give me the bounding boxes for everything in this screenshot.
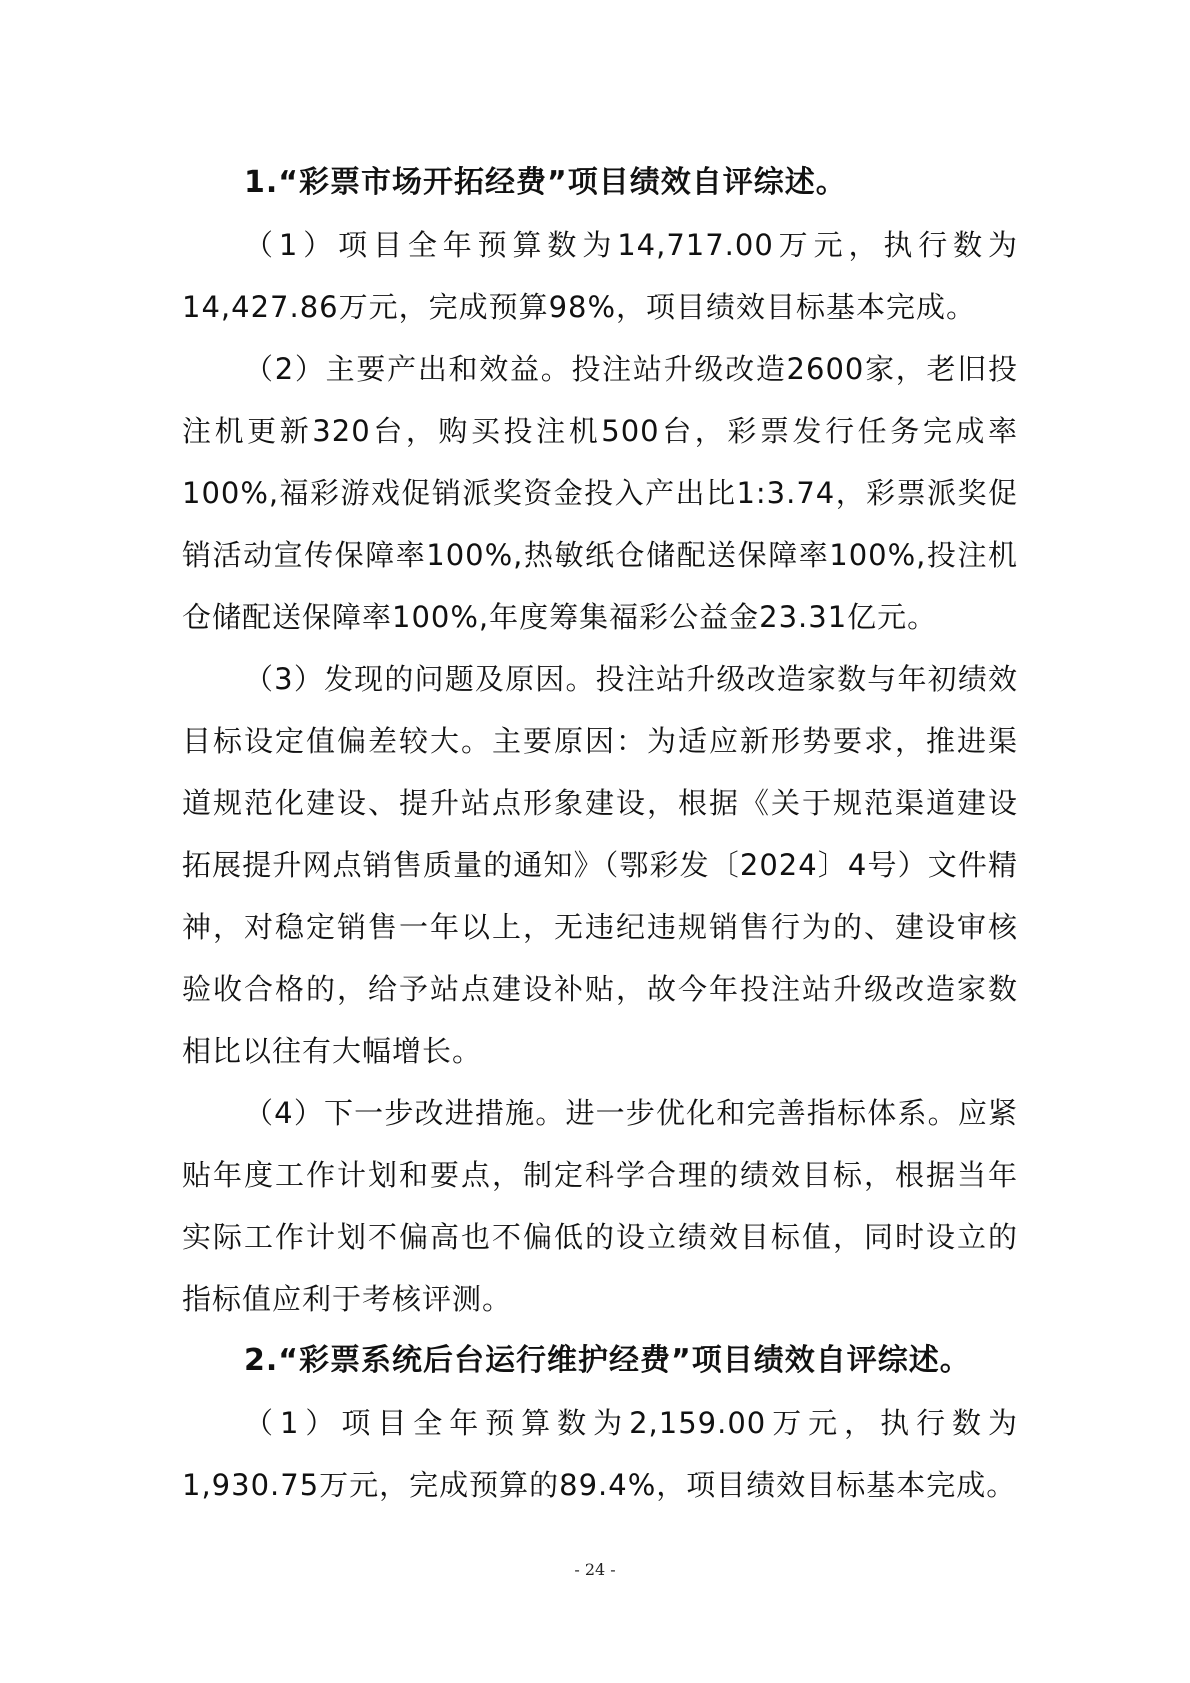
document-body: [182, 152, 1018, 1516]
section-heading-1: 1.“彩票市场开拓经费”项目绩效自评综述。: [244, 165, 847, 200]
paragraph-improvements: （4）下一步改进措施。进一步优化和完善指标体系。应紧贴年度工作计划和要点，制定科学合理的绩效目标，根据当年实际工作计划不偏高也不偏低的设立绩效目标值，同时设立的指标值应利于考核评测。: [182, 1096, 1018, 1316]
section-heading-2: 2.“彩票系统后台运行维护经费”项目绩效自评综述。: [244, 1343, 971, 1378]
paragraph-outputs: （2）主要产出和效益。投注站升级改造2600家，老旧投注机更新320台，购买投注机500台，彩票发行任务完成率100%,福彩游戏促销派奖资金投入产出比1:3.74，彩票派奖促销活动宣传保障率100%,热敏纸仓储配送保障率100%,投注机仓储配送保障率100%,年度筹集福彩公益金23.31亿元。: [182, 352, 1018, 634]
paragraph-problems: （3）发现的问题及原因。投注站升级改造家数与年初绩效目标设定值偏差较大。主要原因：为适应新形势要求，推进渠道规范化建设、提升站点形象建设，根据《关于规范渠道建设拓展提升网点销售质量的通知》（鄂彩发〔2024〕4号）文件精神，对稳定销售一年以上，无违纪违规销售行为的、建设审核验收合格的，给予站点建设补贴，故今年投注站升级改造家数相比以往有大幅增长。: [182, 662, 1018, 1068]
paragraph-budget-2: （1）项目全年预算数为2,159.00万元，执行数为1,930.75万元，完成预算的89.4%，项目绩效目标基本完成。: [182, 1406, 1018, 1502]
page-number: - 24 -: [574, 1560, 616, 1579]
paragraph-budget: （1）项目全年预算数为14,717.00万元，执行数为14,427.86万元，完成预算98%，项目绩效目标基本完成。: [182, 228, 1018, 324]
